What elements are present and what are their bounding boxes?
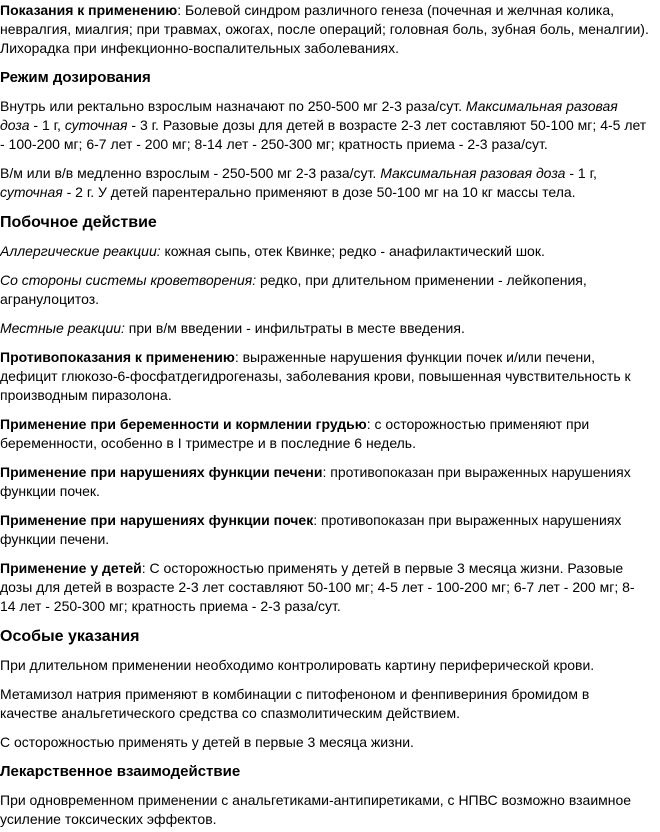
max-single-dose-label-2: Максимальная разовая доза [380, 165, 566, 181]
allergic-paragraph [0, 242, 650, 261]
dosage-parenteral-text-b: - 1 г, [565, 165, 597, 181]
pregnancy-paragraph [0, 415, 650, 453]
dosage-oral-text-a: Внутрь или ректально взрослым назначают по 250-500 мг 2-3 раза/сут. [0, 98, 466, 114]
liver-paragraph [0, 463, 650, 501]
children-label: Применение у детей [0, 560, 142, 576]
pregnancy-text: : с осторожностью применяют при беременности, особенно в I триместре и в последние 6 недель. [0, 416, 590, 451]
liver-label: Применение при нарушениях функции печени [0, 464, 323, 480]
side-effects-heading: Побочное действие [0, 214, 157, 231]
dosage-oral-paragraph [0, 97, 650, 154]
indications-label: Показания к применению [0, 2, 178, 18]
daily-dose-label-2: суточная [0, 184, 63, 200]
special-paragraph-1: При длительном применении необходимо контролировать картину периферической крови. [0, 657, 595, 673]
daily-dose-label: суточная [64, 117, 128, 133]
dosage-oral-text-b: - 1 г, [29, 117, 65, 133]
blood-paragraph [0, 271, 650, 309]
local-text: при в/м введении - инфильтраты в месте введения. [124, 320, 465, 336]
interactions-paragraph: При одновременном применении с анальгетиками-антипиретиками, с НПВС возможно взаимное усиление токсических эффектов. [0, 792, 632, 827]
dosage-heading: Режим дозирования [0, 69, 151, 86]
kidney-text: : противопоказан при выраженных нарушениях функции печени. [0, 512, 622, 547]
max-single-dose-label: Максимальная разовая доза [0, 98, 618, 133]
blood-label: Со стороны системы кроветворения: [0, 272, 257, 288]
indications-paragraph [0, 1, 650, 58]
special-heading: Особые указания [0, 628, 140, 645]
dosage-parenteral-paragraph [0, 164, 650, 202]
dosage-oral-text-c: - 3 г. Разовые дозы для детей в возрасте 2-3 лет составляют 50-100 мг; 4-5 лет - 100-200 мг; 6-7 лет - 200 мг; 8-14 лет - 250-300 мг; кратность приема - 2-3 раза/сут. [0, 117, 647, 152]
special-paragraph-3: С осторожностью применять у детей в первые 3 месяца жизни. [0, 734, 414, 750]
kidney-label: Применение при нарушениях функции почек [0, 512, 314, 528]
indications-text: : Болевой синдром различного генеза (почечная и желчная колика, невралгия, миалгия; при травмах, ожогах, после операций; головная боль, зубная боль, меналгии). Лихорадка при инфекционно-воспалительных заболеваниях. [0, 2, 649, 56]
contraindications-paragraph [0, 348, 650, 405]
special-paragraph-2: Метамизол натрия применяют в комбинации с питофеноном и фенпивериния бромидом в качестве анальгетического средства со спазмолитическим действием. [0, 686, 590, 721]
allergic-text: кожная сыпь, отек Квинке; редко - анафилактический шок. [160, 243, 545, 259]
pregnancy-label: Применение при беременности и кормлении грудью [0, 416, 367, 432]
dosage-parenteral-text-c: - 2 г. У детей парентерально применяют в дозе 50-100 мг на 10 кг массы тела. [62, 184, 576, 200]
dosage-parenteral-text-a: В/м или в/в медленно взрослым - 250-500 мг 2-3 раза/сут. [0, 165, 381, 181]
local-label: Местные реакции: [0, 320, 125, 336]
children-text: : С осторожностью применять у детей в первые 3 месяца жизни. Разовые дозы для детей в возрасте 2-3 лет составляют 50-100 мг; 4-5 лет - 100-200 мг; 6-7 лет - 200 мг; 8-14 лет - 250-300 мг; кратность приема - 2-3 раза/сут. [0, 560, 635, 614]
children-paragraph [0, 559, 650, 616]
kidney-paragraph [0, 511, 650, 549]
contraindications-text: : выраженные нарушения функции почек и/или печени, дефицит глюкозо-6-фосфатдегидрогеназы, заболевания крови, повышенная чувствительность к производным пиразолона. [0, 349, 631, 403]
interactions-heading: Лекарственное взаимодействие [0, 763, 241, 780]
allergic-label: Аллергические реакции: [0, 243, 161, 259]
contraindications-label: Противопоказания к применению [0, 349, 235, 365]
blood-text: редко, при длительном применении - лейкопения, агранулоцитоз. [0, 272, 587, 307]
local-paragraph [0, 319, 650, 338]
liver-text: : противопоказан при выраженных нарушениях функции почек. [0, 464, 631, 499]
